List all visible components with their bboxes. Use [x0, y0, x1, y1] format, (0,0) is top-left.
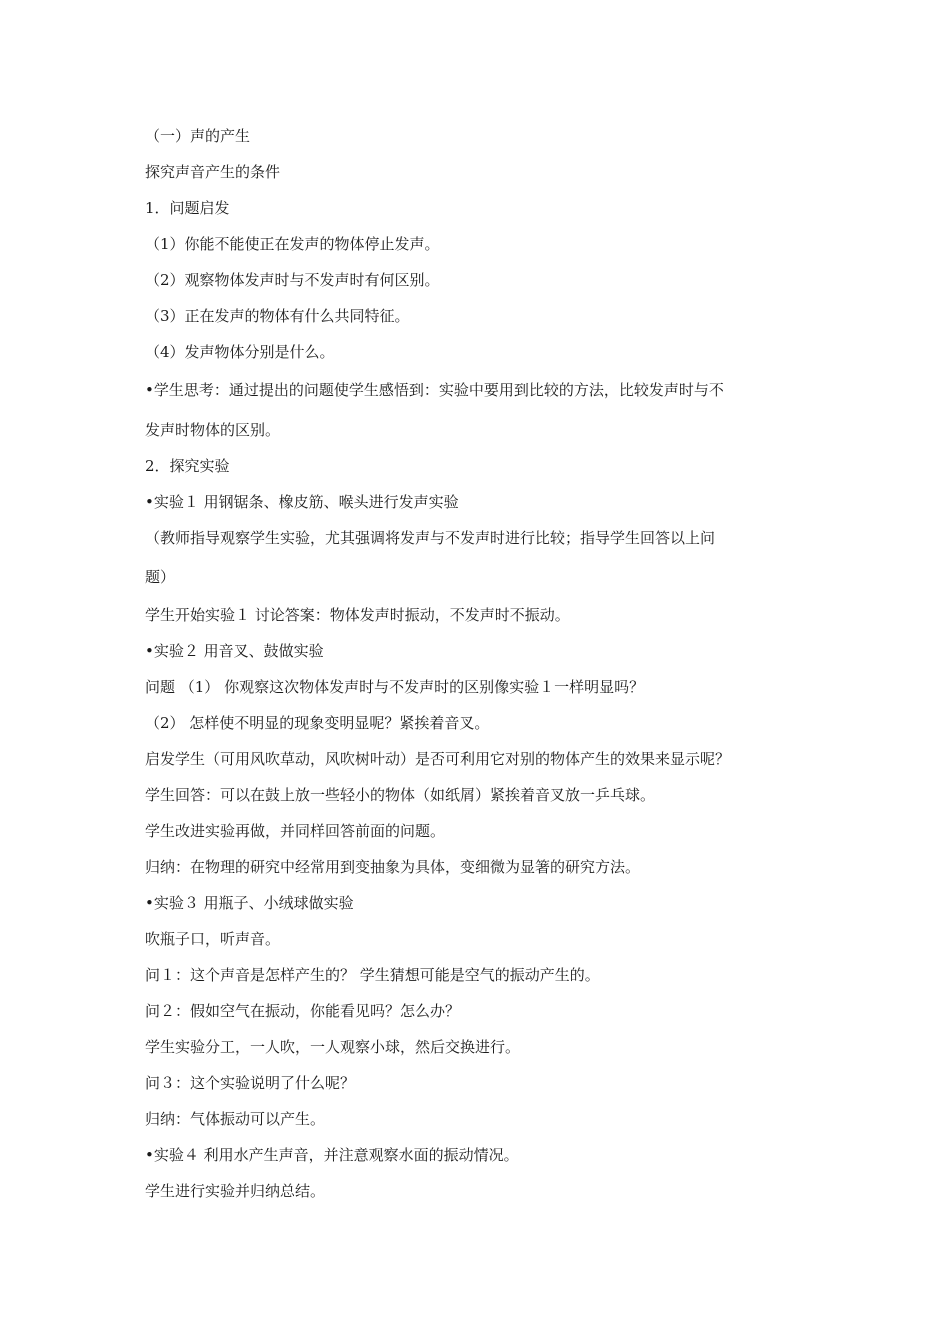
experiment-2-question-1: 问题 （1） 你观察这次物体发声时与不发声时的区别像实验１一样明显吗？	[145, 678, 645, 696]
experiment-3-summary: 归纳：气体振动可以产生。	[145, 1110, 326, 1128]
section-heading: （一）声的产生	[145, 127, 251, 145]
experiment-2-title: •实验２ 用音叉、鼓做实验	[145, 642, 324, 660]
experiment-3-division: 学生实验分工，一人吹，一人观察小球，然后交换进行。	[145, 1038, 521, 1056]
experiment-1-note-line-2: 题）	[145, 568, 176, 586]
experiment-4-summary: 学生进行实验并归纳总结。	[145, 1182, 326, 1200]
experiment-3-title: •实验３ 用瓶子、小绒球做实验	[145, 894, 354, 912]
question-2: （2）观察物体发声时与不发声时有何区别。	[145, 271, 440, 289]
experiment-4-title: •实验４ 利用水产生声音，并注意观察水面的振动情况。	[145, 1146, 519, 1164]
experiment-1-note-line-1: （教师指导观察学生实验，尤其强调将发声与不发声时进行比较；指导学生回答以上问	[145, 529, 716, 547]
experiment-2-summary: 归纳：在物理的研究中经常用到变抽象为具体，变细微为显箸的研究方法。	[145, 858, 641, 876]
experiment-2-hint: 启发学生（可用风吹草动，风吹树叶动）是否可利用它对别的物体产生的效果来显示呢？	[145, 750, 731, 768]
experiment-3-question-3: 问３：这个实验说明了什么呢？	[145, 1074, 356, 1092]
experiment-3-question-1: 问１：这个声音是怎样产生的？ 学生猜想可能是空气的振动产生的。	[145, 966, 600, 984]
experiment-1-answer: 学生开始实验１ 讨论答案：物体发声时振动，不发声时不振动。	[145, 606, 570, 624]
experiment-2-redo: 学生改进实验再做，并同样回答前面的问题。	[145, 822, 446, 840]
part2-title: 2．探究实验	[145, 457, 230, 475]
subheading: 探究声音产生的条件	[145, 163, 281, 181]
experiment-2-question-2: （2） 怎样使不明显的现象变明显呢？紧挨着音叉。	[145, 714, 490, 732]
student-thinking-line-2: 发声时物体的区别。	[145, 421, 281, 439]
part1-title: 1．问题启发	[145, 199, 230, 217]
question-3: （3）正在发声的物体有什么共同特征。	[145, 307, 410, 325]
question-1: （1）你能不能使正在发声的物体停止发声。	[145, 235, 440, 253]
student-thinking-line-1: •学生思考：通过提出的问题使学生感悟到：实验中要用到比较的方法，比较发声时与不	[145, 381, 724, 399]
experiment-3-question-2: 问２：假如空气在振动，你能看见吗？怎么办？	[145, 1002, 461, 1020]
experiment-1-title: •实验１ 用钢锯条、橡皮筋、喉头进行发声实验	[145, 493, 459, 511]
experiment-2-answer: 学生回答：可以在鼓上放一些轻小的物体（如纸屑）紧挨着音叉放一乒乓球。	[145, 786, 656, 804]
experiment-3-step: 吹瓶子口，听声音。	[145, 930, 281, 948]
question-4: （4）发声物体分别是什么。	[145, 343, 335, 361]
